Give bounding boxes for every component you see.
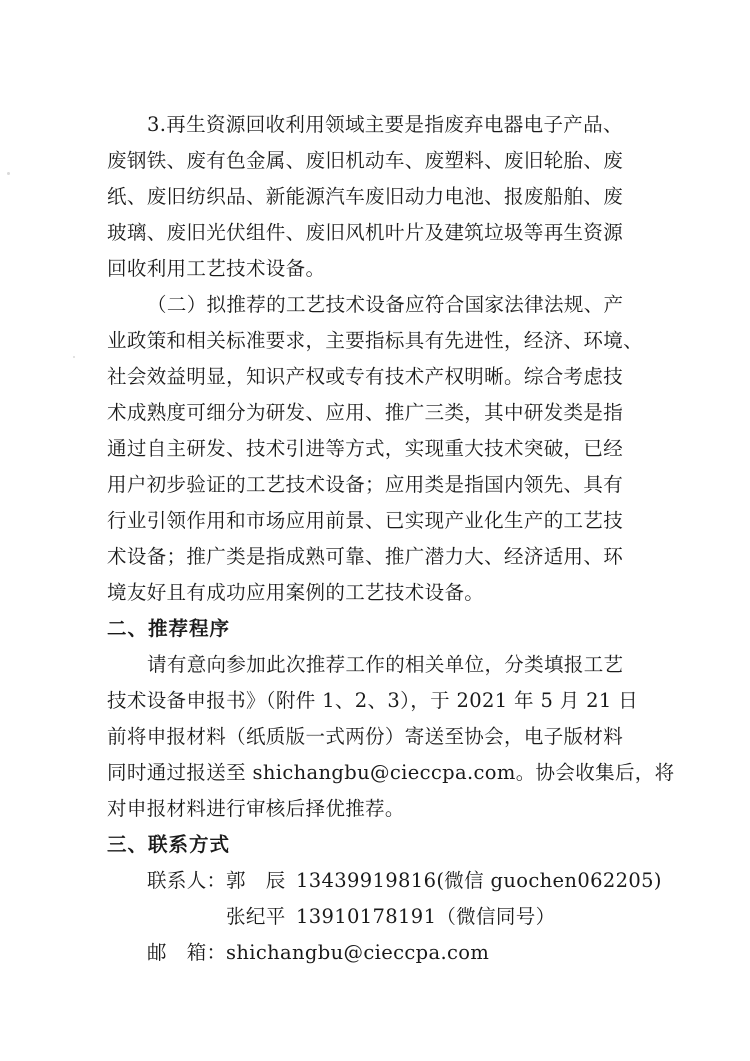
section-heading: 三、联系方式 — [107, 833, 231, 856]
paragraph-line: 玻璃、废旧光伏组件、废旧风机叶片及建筑垃圾等再生资源 — [107, 221, 624, 244]
section-heading: 二、推荐程序 — [107, 617, 231, 640]
contact-name: 张纪平 — [226, 905, 286, 928]
email-address[interactable]: shichangbu@cieccpa.com — [226, 941, 490, 964]
scan-speck — [7, 172, 10, 175]
paragraph-line: 用户初步验证的工艺技术设备；应用类是指国内领先、具有 — [107, 473, 624, 496]
paragraph-line: 社会效益明显，知识产权或专有技术产权明晰。综合考虑技 — [107, 365, 624, 388]
paragraph-line: 前将申报材料（纸质版一式两份）寄送至协会，电子版材料 — [107, 725, 624, 748]
paragraph-line: 行业引领作用和市场应用前景、已实现产业化生产的工艺技 — [107, 509, 624, 532]
paragraph-line: 3.再生资源回收利用领域主要是指废弃电器电子产品、 — [147, 113, 623, 136]
paragraph-line: 术成熟度可细分为研发、应用、推广三类，其中研发类是指 — [107, 401, 624, 424]
paragraph-line: 请有意向参加此次推荐工作的相关单位，分类填报工艺 — [147, 653, 624, 676]
email-label: 邮 箱： — [147, 941, 227, 964]
paragraph-line: 技术设备申报书》（附件 1、2、3），于 2021 年 5 月 21 日 — [107, 689, 639, 712]
paragraph-line: 废钢铁、废有色金属、废旧机动车、废塑料、废旧轮胎、废 — [107, 149, 624, 172]
contact-name: 郭 辰 — [226, 869, 286, 892]
contact-label: 联系人： — [147, 869, 227, 892]
paragraph-line: 境友好且有成功应用案例的工艺技术设备。 — [107, 581, 485, 604]
paragraph-line: 术设备；推广类是指成熟可靠、推广潜力大、经济适用、环 — [107, 545, 624, 568]
paragraph-line: 对申报材料进行审核后择优推荐。 — [107, 797, 405, 820]
paragraph-line: （二）拟推荐的工艺技术设备应符合国家法律法规、产 — [147, 293, 624, 316]
paragraph-line: 业政策和相关标准要求，主要指标具有先进性，经济、环境、 — [107, 329, 643, 352]
contact-phone: 13910178191（微信同号） — [296, 905, 556, 928]
contact-phone: 13439919816(微信 guochen062205) — [296, 869, 662, 892]
paragraph-line: 纸、废旧纺织品、新能源汽车废旧动力电池、报废船舶、废 — [107, 185, 624, 208]
paragraph-line: 回收利用工艺技术设备。 — [107, 257, 326, 280]
paragraph-line: 同时通过报送至 shichangbu@cieccpa.com。协会收集后，将 — [107, 761, 675, 784]
scan-speck — [73, 356, 75, 358]
paragraph-line: 通过自主研发、技术引进等方式，实现重大技术突破，已经 — [107, 437, 624, 460]
